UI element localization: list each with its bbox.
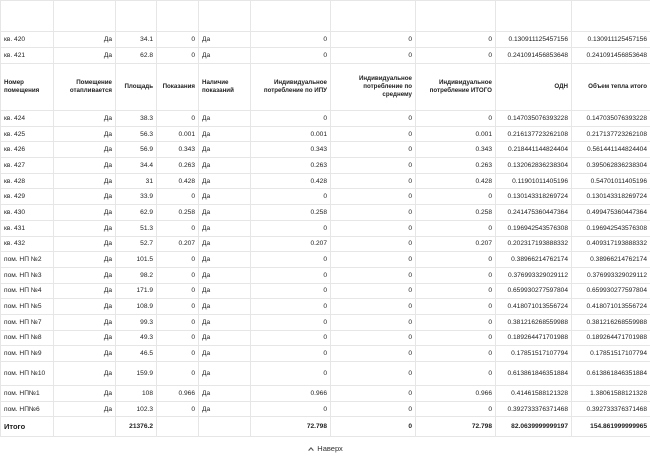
table-row-cell: 0.130143318269724 <box>496 189 572 205</box>
table-row-cell: 0 <box>157 32 199 48</box>
total-row-cell: 0 <box>331 417 416 437</box>
empty-row-cell <box>1 1 54 32</box>
table-row-cell: 0.343 <box>157 142 199 158</box>
table-row-cell: 0 <box>331 362 416 386</box>
table-row-cell: 0 <box>251 330 331 346</box>
table-row-cell: 0.561441144824404 <box>572 142 650 158</box>
table-row-cell: кв. 424 <box>1 111 54 127</box>
table-row-cell: кв. 430 <box>1 205 54 221</box>
table-row-cell: 0 <box>157 48 199 64</box>
table-row-cell: Да <box>54 126 116 142</box>
table-row-cell: кв. 431 <box>1 220 54 236</box>
table-row-cell: 1.38061588121328 <box>572 386 650 402</box>
table-row-cell: 0 <box>416 48 496 64</box>
table-row-cell: Да <box>54 283 116 299</box>
table-row-cell: 108.9 <box>116 299 157 315</box>
table-row-cell: 0.207 <box>251 236 331 252</box>
total-row-cell <box>199 417 251 437</box>
table-row-cell: 0 <box>331 401 416 417</box>
table-row-cell: 0 <box>416 346 496 362</box>
table-row-cell: Да <box>199 111 251 127</box>
table-row-cell: 0 <box>331 386 416 402</box>
empty-row-cell <box>416 1 496 32</box>
table-row-cell: 0.130143318269724 <box>572 189 650 205</box>
table-header-row-cell: Наличие показаний <box>199 64 251 111</box>
table-row-cell: 0 <box>157 401 199 417</box>
table-row <box>1 142 650 158</box>
empty-row <box>1 1 650 32</box>
table-row-cell: пом. НП№1 <box>1 386 54 402</box>
table-row-cell: 0 <box>157 362 199 386</box>
chevron-up-icon <box>307 445 315 453</box>
table-row-cell: 0 <box>416 362 496 386</box>
table-row-cell: 0.217137723262108 <box>572 126 650 142</box>
table-row-cell: 0 <box>416 252 496 268</box>
table-row-cell: Да <box>199 314 251 330</box>
table-row-cell: Да <box>54 142 116 158</box>
table-row-cell: Да <box>199 189 251 205</box>
table-row-cell: 0 <box>251 48 331 64</box>
table-row-cell: 0.216137723262108 <box>496 126 572 142</box>
table-row-cell: 49.3 <box>116 330 157 346</box>
table-row-cell: 0.17851517107794 <box>572 346 650 362</box>
table-row-cell: Да <box>54 189 116 205</box>
table-row-cell: 0 <box>251 189 331 205</box>
table-row-cell: 0 <box>251 299 331 315</box>
table-row-cell: 0 <box>157 220 199 236</box>
table-row-cell: 0 <box>157 189 199 205</box>
table-row-cell: 0 <box>331 314 416 330</box>
total-row-cell <box>54 417 116 437</box>
table-row-cell: 0.132062836238304 <box>496 158 572 174</box>
table-row-cell: Да <box>54 173 116 189</box>
table-row-cell: 0.130911125457156 <box>496 32 572 48</box>
table-row-cell: 0 <box>331 205 416 221</box>
table-row-cell: 171.9 <box>116 283 157 299</box>
table-row-cell: Да <box>54 386 116 402</box>
table-row-cell: 0 <box>251 267 331 283</box>
table-row-cell: 0 <box>416 283 496 299</box>
table-row-cell: 0.196942543576308 <box>572 220 650 236</box>
table-header-row-cell: Площадь <box>116 64 157 111</box>
table-row-cell: 0.428 <box>157 173 199 189</box>
table-row-cell: 31 <box>116 173 157 189</box>
table-row-cell: 0.613861846351884 <box>496 362 572 386</box>
table-row-cell: 62.9 <box>116 205 157 221</box>
table-row-cell: 0 <box>416 189 496 205</box>
table-row <box>1 205 650 221</box>
table-row-cell: 0 <box>331 48 416 64</box>
table-row-cell: 0 <box>331 158 416 174</box>
table-row-cell: 0 <box>331 111 416 127</box>
table-row-cell: 0.54701011405196 <box>572 173 650 189</box>
table-row-cell: пом. НП №3 <box>1 267 54 283</box>
table-row-cell: 99.3 <box>116 314 157 330</box>
table-row-cell: 0 <box>331 283 416 299</box>
table-row-cell: 0.001 <box>251 126 331 142</box>
table-row-cell: 0.376993329029112 <box>496 267 572 283</box>
total-row-cell: 21376.2 <box>116 417 157 437</box>
table-row-cell: 0.966 <box>416 386 496 402</box>
table-row-cell: 0 <box>331 32 416 48</box>
table-row-cell: 0.202317193888332 <box>496 236 572 252</box>
table-row-cell: 46.5 <box>116 346 157 362</box>
table-row-cell: 0 <box>251 220 331 236</box>
table-row-cell: 33.9 <box>116 189 157 205</box>
table-row-cell: 0.189264471701988 <box>496 330 572 346</box>
table-row-cell: Да <box>199 236 251 252</box>
table-row-cell: кв. 425 <box>1 126 54 142</box>
table-row-cell: Да <box>54 236 116 252</box>
table-row-cell: 0.395062836238304 <box>572 158 650 174</box>
table-row-cell: 0.376993329029112 <box>572 267 650 283</box>
table-row-cell: Да <box>54 267 116 283</box>
table-row-cell: Да <box>54 32 116 48</box>
table-row-cell: кв. 429 <box>1 189 54 205</box>
table-row-cell: кв. 432 <box>1 236 54 252</box>
table-row-cell: Да <box>54 314 116 330</box>
table-row-cell: Да <box>54 401 116 417</box>
table-row-cell: 0 <box>251 401 331 417</box>
table-row-cell: 0.263 <box>416 158 496 174</box>
table-row <box>1 386 650 402</box>
table-row <box>1 48 650 64</box>
table-row <box>1 32 650 48</box>
table-row-cell: 56.3 <box>116 126 157 142</box>
table-row-cell: пом. НП №4 <box>1 283 54 299</box>
table-header-row-cell: Индивидуальное потребление по ИПУ <box>251 64 331 111</box>
table-row-cell: 0 <box>416 299 496 315</box>
table-header-row-cell: ОДН <box>496 64 572 111</box>
total-row-cell: Итого <box>1 417 54 437</box>
table-row-cell: Да <box>199 48 251 64</box>
table-row-cell: Да <box>54 205 116 221</box>
table-row-cell: 0.207 <box>416 236 496 252</box>
table-row-cell: 0 <box>157 111 199 127</box>
table-row-cell: Да <box>54 299 116 315</box>
table-row-cell: 0 <box>416 267 496 283</box>
table-row-cell: 159.9 <box>116 362 157 386</box>
empty-row-cell <box>251 1 331 32</box>
table-row-cell: 0 <box>251 283 331 299</box>
table-row-cell: 0.130911125457156 <box>572 32 650 48</box>
table-row-cell: 0 <box>157 252 199 268</box>
table-row-cell: 0.343 <box>416 142 496 158</box>
table-row-cell: Да <box>199 267 251 283</box>
table-row <box>1 330 650 346</box>
table-row-cell: 0.418071013556724 <box>572 299 650 315</box>
table-row-cell: 0.381216268559988 <box>572 314 650 330</box>
table-row-cell: 0 <box>331 346 416 362</box>
table-row-cell: 0.241091456853648 <box>496 48 572 64</box>
table-row-cell: 0.11901011405196 <box>496 173 572 189</box>
table-row-cell: Да <box>54 362 116 386</box>
table-row-cell: кв. 428 <box>1 173 54 189</box>
table-row-cell: 34.4 <box>116 158 157 174</box>
table-row-cell: 0.428 <box>251 173 331 189</box>
table-row <box>1 314 650 330</box>
table-row-cell: кв. 420 <box>1 32 54 48</box>
empty-row-cell <box>331 1 416 32</box>
table-row-cell: 0 <box>157 346 199 362</box>
table-row <box>1 299 650 315</box>
table-row-cell: Да <box>199 401 251 417</box>
table-row-cell: 0 <box>157 299 199 315</box>
table-row-cell: Да <box>199 252 251 268</box>
table-row <box>1 126 650 142</box>
table-row-cell: 0 <box>331 126 416 142</box>
table-row-cell: Да <box>54 158 116 174</box>
table-row-cell: Да <box>199 142 251 158</box>
table-row-cell: 0.263 <box>251 158 331 174</box>
table-row-cell: 0.001 <box>157 126 199 142</box>
table-row-cell: 0.659930277597804 <box>572 283 650 299</box>
table-row-cell: 52.7 <box>116 236 157 252</box>
table-row-cell: 0 <box>157 330 199 346</box>
table-row <box>1 173 650 189</box>
table-header-row-cell: Номер помещения <box>1 64 54 111</box>
table-row-cell: Да <box>199 126 251 142</box>
table-row <box>1 111 650 127</box>
table-row-cell: Да <box>199 299 251 315</box>
table-row-cell: 0.613861846351884 <box>572 362 650 386</box>
table-row-cell: пом. НП №10 <box>1 362 54 386</box>
table-row-cell: 98.2 <box>116 267 157 283</box>
table-row-cell: 0 <box>251 252 331 268</box>
table-row <box>1 362 650 386</box>
back-to-top-label: Наверх <box>317 444 343 453</box>
table-row-cell: 0.392733376371468 <box>572 401 650 417</box>
empty-row-cell <box>116 1 157 32</box>
table-row-cell: кв. 426 <box>1 142 54 158</box>
table-row-cell: Да <box>54 252 116 268</box>
table-row-cell: 51.3 <box>116 220 157 236</box>
table-row-cell: 0 <box>416 111 496 127</box>
table-row-cell: 0.196942543576308 <box>496 220 572 236</box>
table-row-cell: 0.258 <box>251 205 331 221</box>
table-row-cell: 0 <box>331 267 416 283</box>
table-row-cell: Да <box>54 48 116 64</box>
table-row-cell: 0 <box>331 220 416 236</box>
table-row-cell: 0 <box>251 111 331 127</box>
table-row-cell: 0.17851517107794 <box>496 346 572 362</box>
table-row-cell: 0 <box>251 32 331 48</box>
table-row-cell: Да <box>54 330 116 346</box>
table-row-cell: 0 <box>416 32 496 48</box>
table-row <box>1 189 650 205</box>
table-header-row-cell: Индивидуальное потребление ИТОГО <box>416 64 496 111</box>
table-row-cell: 0.659930277597804 <box>496 283 572 299</box>
table-row <box>1 267 650 283</box>
table-row-cell: 0 <box>331 173 416 189</box>
table-header-row-cell: Индивидуальное потребление по среднему <box>331 64 416 111</box>
table-row-cell: 0.263 <box>157 158 199 174</box>
table-row-cell: 0 <box>331 330 416 346</box>
table-header-row <box>1 64 650 111</box>
table-row-cell: 0.258 <box>416 205 496 221</box>
back-to-top-link[interactable] <box>0 444 650 453</box>
table-row-cell: Да <box>199 283 251 299</box>
total-row-cell: 154.861999999965 <box>572 417 650 437</box>
empty-row-cell <box>54 1 116 32</box>
table-row-cell: пом. НП№6 <box>1 401 54 417</box>
table-row-cell: 0.258 <box>157 205 199 221</box>
table-row-cell: кв. 421 <box>1 48 54 64</box>
table-row-cell: пом. НП №8 <box>1 330 54 346</box>
table-row-cell: 0 <box>416 401 496 417</box>
table-row-cell: 0 <box>331 142 416 158</box>
table-row-cell: 0.966 <box>251 386 331 402</box>
table-row-cell: 0.001 <box>416 126 496 142</box>
table-row <box>1 158 650 174</box>
table-row-cell: 0 <box>157 267 199 283</box>
table-row-cell: пом. НП №7 <box>1 314 54 330</box>
table-row-cell: 0 <box>416 220 496 236</box>
table-header-row-cell: Помещение отапливается <box>54 64 116 111</box>
table-row-cell: Да <box>199 362 251 386</box>
table-row <box>1 283 650 299</box>
table-row <box>1 346 650 362</box>
table-row-cell: Да <box>199 386 251 402</box>
table-row-cell: 0 <box>416 330 496 346</box>
table-row-cell: Да <box>199 173 251 189</box>
table-row-cell: 0.41461588121328 <box>496 386 572 402</box>
table-row-cell: Да <box>199 330 251 346</box>
total-row-cell: 72.798 <box>251 417 331 437</box>
table-row-cell: пом. НП №5 <box>1 299 54 315</box>
table-row-cell: Да <box>199 346 251 362</box>
table-row-cell: 0 <box>331 252 416 268</box>
table-row-cell: Да <box>199 205 251 221</box>
table-row-cell: Да <box>54 111 116 127</box>
total-row-cell <box>157 417 199 437</box>
table-row-cell: 34.1 <box>116 32 157 48</box>
table-row-cell: 0.381216268559988 <box>496 314 572 330</box>
table-row-cell: 0.343 <box>251 142 331 158</box>
table-row-cell: 0.218441144824404 <box>496 142 572 158</box>
table-row-cell: 0.428 <box>416 173 496 189</box>
table-row-cell: 0.147035076393228 <box>496 111 572 127</box>
empty-row-cell <box>572 1 650 32</box>
table-row-cell: 38.3 <box>116 111 157 127</box>
table-row <box>1 252 650 268</box>
table-row-cell: Да <box>199 220 251 236</box>
table-row-cell: 0.392733376371468 <box>496 401 572 417</box>
table-row-cell: 56.9 <box>116 142 157 158</box>
table-row-cell: 0 <box>416 314 496 330</box>
table-row-cell: 0.409317193888332 <box>572 236 650 252</box>
table-row-cell: пом. НП №9 <box>1 346 54 362</box>
table-row-cell: 0 <box>157 283 199 299</box>
table-row-cell: 0 <box>251 314 331 330</box>
table-row-cell: 0.418071013556724 <box>496 299 572 315</box>
table-row-cell: 0.966 <box>157 386 199 402</box>
table-row-cell: Да <box>54 220 116 236</box>
table-header-row-cell: Объем тепла итого <box>572 64 650 111</box>
table-row-cell: 0.241475360447364 <box>496 205 572 221</box>
table-row-cell: 0.499475360447364 <box>572 205 650 221</box>
table-row <box>1 220 650 236</box>
empty-row-cell <box>496 1 572 32</box>
table-row-cell: 0 <box>331 299 416 315</box>
table-row-cell: 108 <box>116 386 157 402</box>
table-row-cell: 0.189264471701988 <box>572 330 650 346</box>
table-row-cell: Да <box>199 158 251 174</box>
table-row-cell: 0 <box>331 189 416 205</box>
total-row-cell: 72.798 <box>416 417 496 437</box>
table-row-cell: 0.38966214762174 <box>496 252 572 268</box>
table-row-cell: 0 <box>251 362 331 386</box>
table-row-cell: 0 <box>331 236 416 252</box>
table-row-cell: 0.241091456853648 <box>572 48 650 64</box>
table-row-cell: 0.38966214762174 <box>572 252 650 268</box>
table-row-cell: Да <box>199 32 251 48</box>
table-row-cell: кв. 427 <box>1 158 54 174</box>
empty-row-cell <box>157 1 199 32</box>
table-row-cell: пом. НП №2 <box>1 252 54 268</box>
table-row-cell: 0.207 <box>157 236 199 252</box>
table-row-cell: 102.3 <box>116 401 157 417</box>
table-header-row-cell: Показания <box>157 64 199 111</box>
table-row-cell: Да <box>54 346 116 362</box>
table-row-cell: 62.8 <box>116 48 157 64</box>
table-row-cell: 101.5 <box>116 252 157 268</box>
table-row-cell: 0 <box>251 346 331 362</box>
total-row <box>1 417 650 437</box>
empty-row-cell <box>199 1 251 32</box>
table-row-cell: 0.147035076393228 <box>572 111 650 127</box>
total-row-cell: 82.0639999999197 <box>496 417 572 437</box>
table-row <box>1 236 650 252</box>
table-row-cell: 0 <box>157 314 199 330</box>
table-row <box>1 401 650 417</box>
